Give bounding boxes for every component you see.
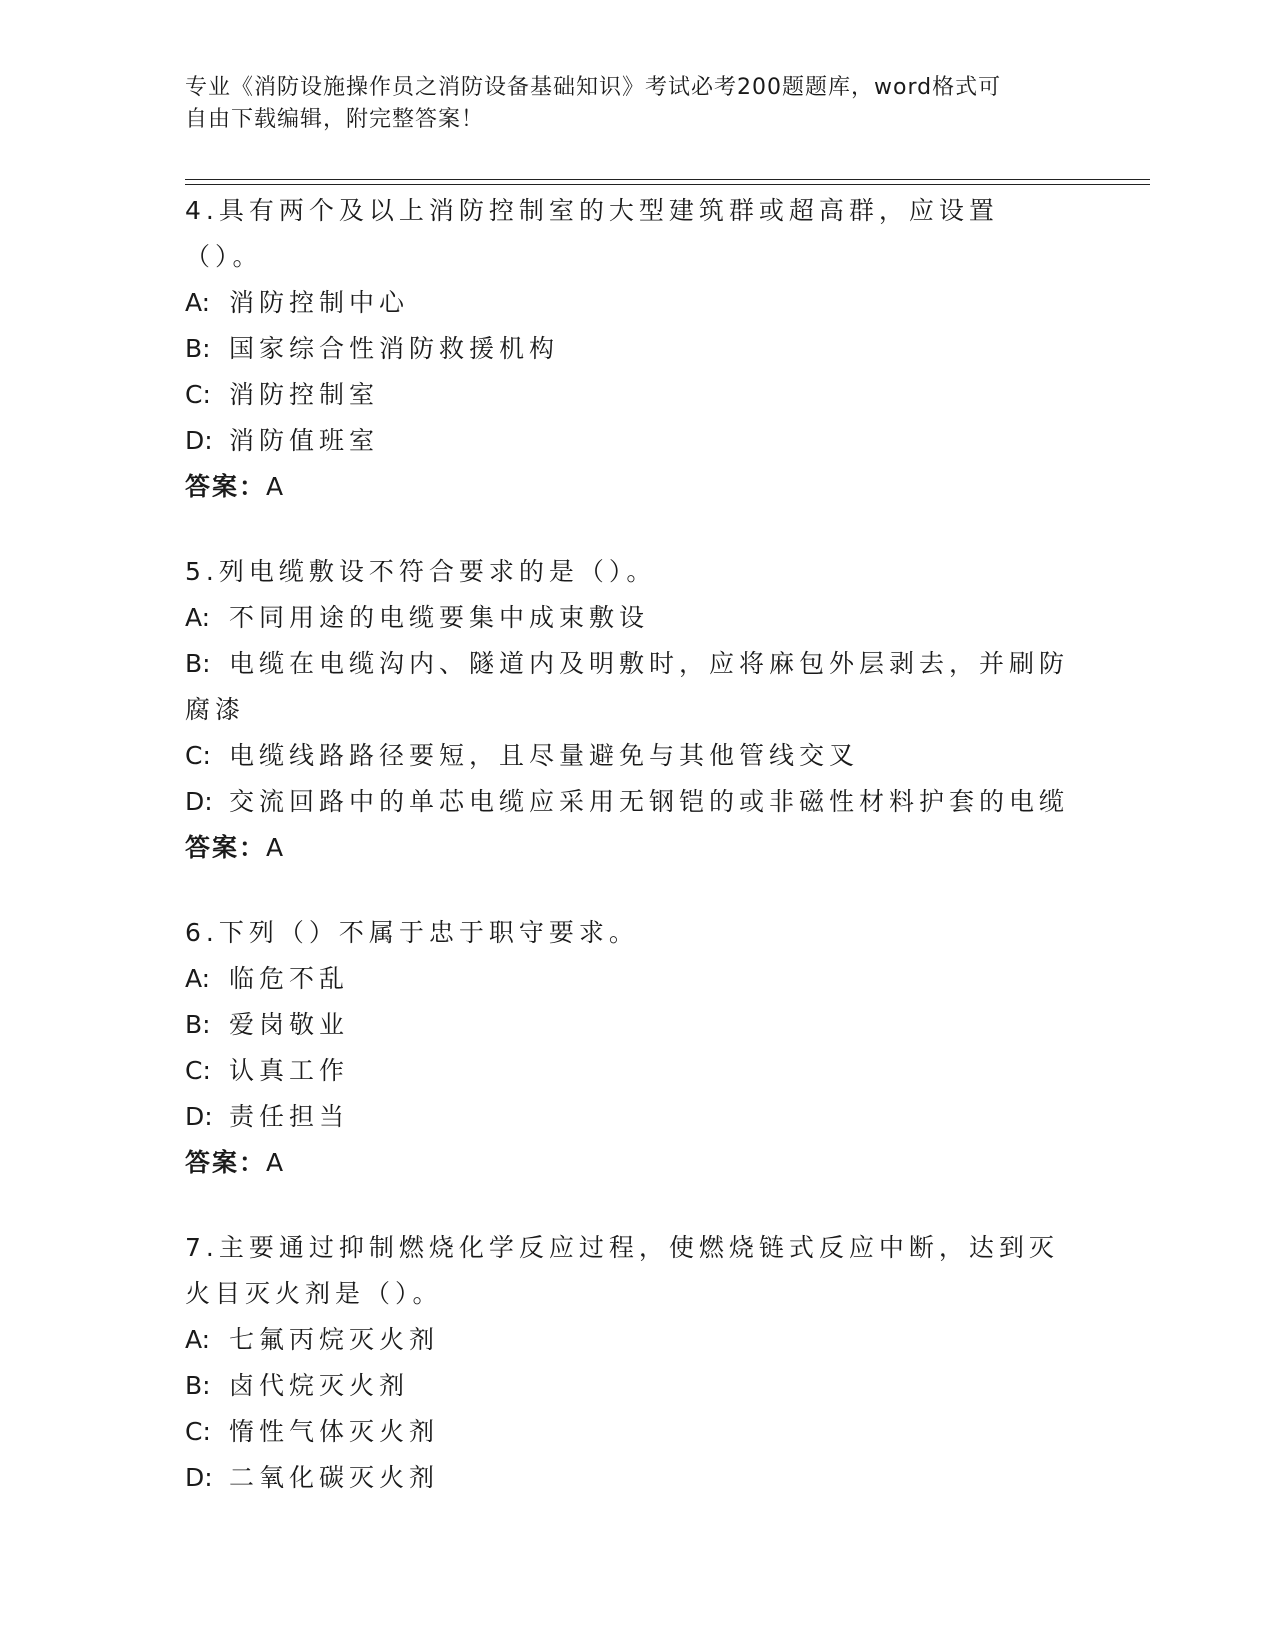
option-d — [185, 779, 1075, 825]
header-divider-bottom — [185, 184, 1150, 185]
option-text: 惰性气体灭火剂 — [229, 1417, 440, 1446]
option-b — [185, 1363, 1075, 1409]
option-b — [185, 1002, 1075, 1048]
option-key: D: — [185, 1463, 213, 1492]
option-text: 认真工作 — [229, 1056, 350, 1085]
answer-label: 答案： — [185, 833, 267, 862]
option-text: 消防控制中心 — [229, 288, 410, 317]
question-6 — [185, 910, 1075, 1186]
question-4 — [185, 188, 1075, 510]
question-list — [185, 188, 1075, 1540]
answer-label: 答案： — [185, 1148, 267, 1177]
option-text: 七氟丙烷灭火剂 — [229, 1325, 440, 1354]
answer-value: A — [266, 472, 286, 501]
option-c — [185, 1048, 1075, 1094]
question-stem: 5.列电缆敷设不符合要求的是（）。 — [185, 557, 657, 586]
answer-label: 答案： — [185, 472, 267, 501]
option-c — [185, 1409, 1075, 1455]
option-key: D: — [185, 426, 213, 455]
option-a — [185, 280, 1075, 326]
option-text: 责任担当 — [229, 1102, 350, 1131]
option-key: C: — [185, 380, 211, 409]
option-d — [185, 1455, 1075, 1501]
header-line-1: 专业《消防设施操作员之消防设备基础知识》考试必考200题题库，word格式可 — [185, 75, 1002, 100]
header-line-2: 自由下载编辑，附完整答案！ — [185, 107, 485, 132]
question-stem: 7.主要通过抑制燃烧化学反应过程，使燃烧链式反应中断，达到灭火目灭火剂是（）。 — [185, 1233, 1059, 1308]
option-b — [185, 641, 1075, 733]
option-d — [185, 418, 1075, 464]
question-7 — [185, 1225, 1075, 1501]
option-key: A: — [185, 288, 211, 317]
option-d — [185, 1094, 1075, 1140]
answer-value: A — [266, 1148, 286, 1177]
option-a — [185, 1317, 1075, 1363]
option-key: D: — [185, 787, 213, 816]
option-text: 不同用途的电缆要集中成束敷设 — [229, 603, 650, 632]
question-stem: 4.具有两个及以上消防控制室的大型建筑群或超高群，应设置（）。 — [185, 196, 999, 271]
option-key: C: — [185, 1056, 211, 1085]
answer-line — [185, 1140, 1075, 1186]
option-text: 消防控制室 — [229, 380, 380, 409]
option-key: B: — [185, 649, 211, 678]
option-a — [185, 595, 1075, 641]
header-divider-top — [185, 179, 1150, 180]
option-text: 二氧化碳灭火剂 — [229, 1463, 440, 1492]
answer-value: A — [266, 833, 286, 862]
option-key: D: — [185, 1102, 213, 1131]
option-key: C: — [185, 1417, 211, 1446]
answer-line — [185, 464, 1075, 510]
option-key: B: — [185, 1371, 211, 1400]
option-text: 爱岗敬业 — [229, 1010, 350, 1039]
option-text: 临危不乱 — [229, 964, 350, 993]
option-key: A: — [185, 603, 211, 632]
option-b — [185, 326, 1075, 372]
option-key: B: — [185, 1010, 211, 1039]
option-a — [185, 956, 1075, 1002]
question-stem: 6.下列（）不属于忠于职守要求。 — [185, 918, 639, 947]
document-header — [185, 72, 1065, 136]
option-key: A: — [185, 964, 211, 993]
option-key: C: — [185, 741, 211, 770]
option-text: 消防值班室 — [229, 426, 380, 455]
option-key: B: — [185, 334, 211, 363]
option-text: 交流回路中的单芯电缆应采用无钢铠的或非磁性材料护套的电缆 — [229, 787, 1070, 816]
option-text: 国家综合性消防救援机构 — [229, 334, 560, 363]
option-key: A: — [185, 1325, 211, 1354]
answer-line — [185, 825, 1075, 871]
option-text: 电缆在电缆沟内、隧道内及明敷时，应将麻包外层剥去，并刷防腐漆 — [185, 649, 1070, 724]
option-c — [185, 372, 1075, 418]
option-c — [185, 733, 1075, 779]
option-text: 卤代烷灭火剂 — [229, 1371, 410, 1400]
question-5 — [185, 549, 1075, 871]
option-text: 电缆线路路径要短，且尽量避免与其他管线交叉 — [229, 741, 860, 770]
